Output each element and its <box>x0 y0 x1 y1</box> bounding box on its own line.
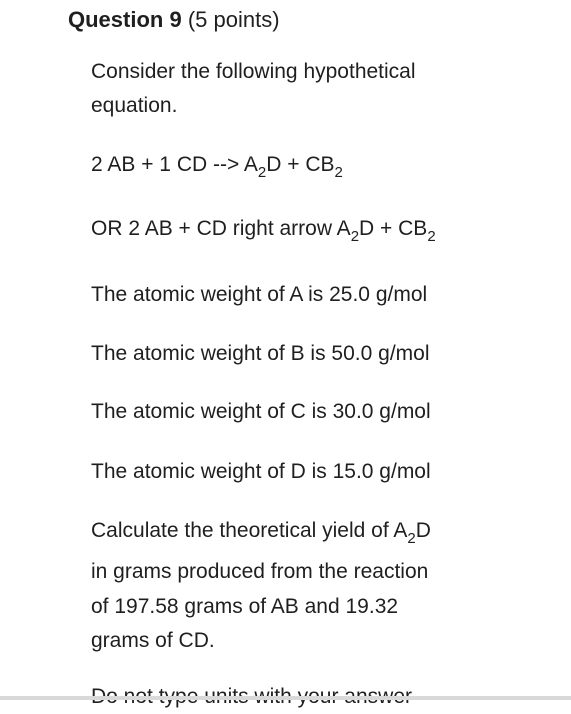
equation-2-sub-1: 2 <box>350 228 360 245</box>
atomic-weight-b: The atomic weight of B is 50.0 g/mol <box>91 342 430 365</box>
prompt-line-1-pre: Calculate the theoretical yield of A <box>91 519 408 542</box>
bottom-edge-bar <box>0 696 571 700</box>
question-points: (5 points) <box>187 7 280 32</box>
prompt-line-1-post: D <box>415 519 431 542</box>
prompt-line-3: of 197.58 grams of AB and 19.32 <box>91 595 399 618</box>
equation-1-sub-1: 2 <box>257 164 267 181</box>
prompt-line-1-sub: 2 <box>407 530 416 547</box>
equation-2-lhs: OR 2 AB + CD right arrow A <box>91 217 351 240</box>
equation-2 <box>91 212 551 246</box>
intro-line-1: Consider the following hypothetical <box>91 60 416 83</box>
question-label: Question 9 <box>68 7 182 32</box>
atomic-weight-c: The atomic weight of C is 30.0 g/mol <box>91 400 431 423</box>
equation-1-lhs: 2 AB + 1 CD --> A <box>91 153 258 176</box>
equation-1-mid: D + CB <box>266 153 335 176</box>
equation-1 <box>91 148 551 182</box>
prompt-line-1 <box>91 514 551 548</box>
prompt-line-2: in grams produced from the reaction <box>91 560 429 583</box>
equation-2-mid: D + CB <box>359 217 428 240</box>
equation-2-sub-2: 2 <box>427 228 436 245</box>
atomic-weight-d: The atomic weight of D is 15.0 g/mol <box>91 460 431 483</box>
intro-line-2: equation. <box>91 94 178 117</box>
atomic-weight-a: The atomic weight of A is 25.0 g/mol <box>91 283 428 306</box>
prompt-line-4: grams of CD. <box>91 629 215 652</box>
question-header <box>68 5 280 35</box>
equation-1-sub-2: 2 <box>334 164 343 181</box>
